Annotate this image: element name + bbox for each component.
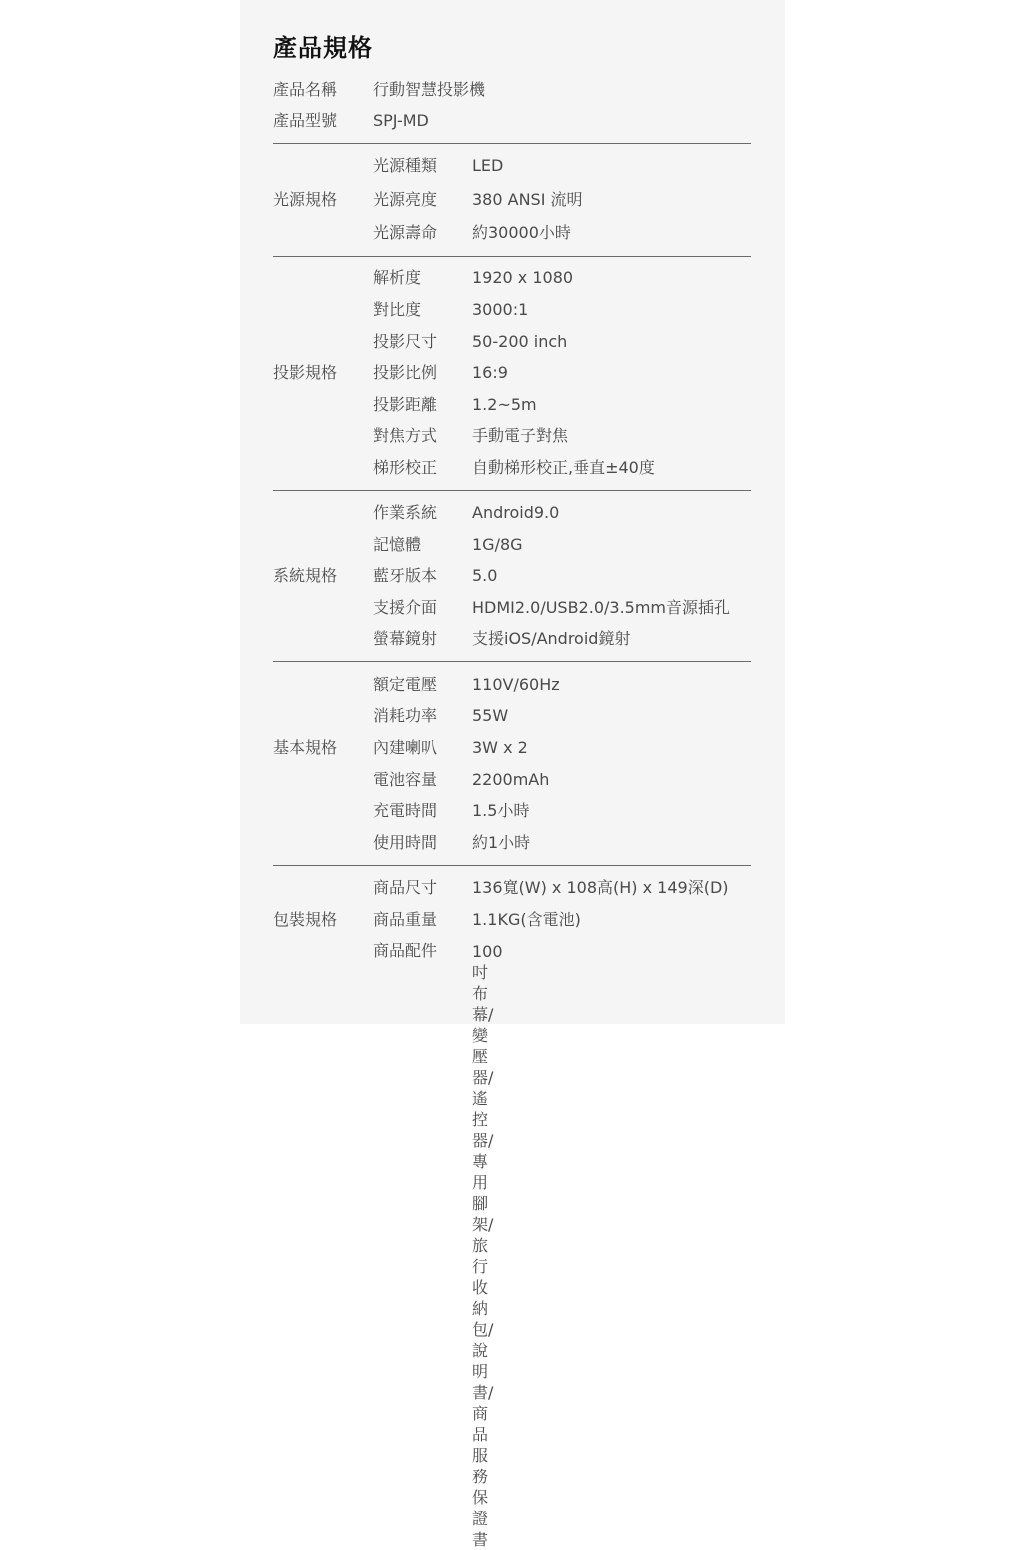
section-divider [273,143,751,144]
spec-value: 自動梯形校正,垂直±40度 [472,458,655,477]
spec-label: 支援介面 [373,598,438,617]
spec-label: 投影比例 [373,363,438,382]
spec-label: 商品重量 [373,910,438,929]
spec-label: 作業系統 [373,503,438,522]
group-title-projection: 投影規格 [273,363,338,382]
spec-label: 產品名稱 [273,80,338,99]
spec-value: HDMI2.0/USB2.0/3.5mm音源插孔 [472,598,731,617]
group-title-package: 包裝規格 [273,910,338,929]
spec-value: 5.0 [472,566,498,585]
spec-label: 充電時間 [373,801,438,820]
section-divider [273,256,751,257]
spec-value: 1.5小時 [472,801,530,820]
spec-value: SPJ-MD [373,111,429,130]
spec-label: 產品型號 [273,111,338,130]
spec-label: 投影尺寸 [373,332,438,351]
group-title-basic: 基本規格 [273,738,338,757]
spec-label: 光源種類 [373,156,438,175]
spec-value: 1.2~5m [472,395,537,414]
spec-label: 額定電壓 [373,675,438,694]
group-title-system: 系統規格 [273,566,338,585]
spec-value: 110V/60Hz [472,675,560,694]
spec-value: LED [472,156,504,175]
spec-value: 100吋布幕/變壓器/遙控器/ 專用腳架/旅行收納包/說明書/ 商品服務保證書 [472,942,503,1549]
spec-value: 1920 x 1080 [472,268,574,287]
spec-value: 約1小時 [472,833,531,852]
spec-label: 消耗功率 [373,706,438,725]
spec-label: 商品尺寸 [373,878,438,897]
spec-value: 1G/8G [472,535,523,554]
section-divider [273,661,751,662]
spec-value: 3W x 2 [472,738,528,757]
spec-value: 55W [472,706,509,725]
spec-label: 商品配件 [373,941,438,960]
spec-label: 投影距離 [373,395,438,414]
spec-value: 16:9 [472,363,508,382]
spec-label: 電池容量 [373,770,438,789]
spec-label: 藍牙版本 [373,566,438,585]
spec-label: 內建喇叭 [373,738,438,757]
spec-value: 行動智慧投影機 [373,80,486,99]
section-divider [273,490,751,491]
spec-label: 解析度 [373,268,422,287]
spec-label: 對比度 [373,300,422,319]
spec-label: 螢幕鏡射 [373,629,438,648]
spec-value: 1.1KG(含電池) [472,910,581,929]
spec-label: 光源亮度 [373,190,438,209]
section-divider [273,865,751,866]
spec-label: 使用時間 [373,833,438,852]
spec-value: 136寬(W) x 108高(H) x 149深(D) [472,878,729,897]
spec-value: 2200mAh [472,770,550,789]
spec-label: 梯形校正 [373,458,438,477]
spec-value: 約30000小時 [472,223,571,242]
spec-value: 手動電子對焦 [472,426,569,445]
spec-value: 支援iOS/Android鏡射 [472,629,631,648]
spec-label: 光源壽命 [373,223,438,242]
spec-label: 對焦方式 [373,426,438,445]
spec-label: 記憶體 [373,535,422,554]
spec-value: Android9.0 [472,503,560,522]
spec-value: 380 ANSI 流明 [472,190,583,209]
spec-value: 3000:1 [472,300,529,319]
group-title-light: 光源規格 [273,190,338,209]
page-title: 產品規格 [273,34,373,62]
spec-value: 50-200 inch [472,332,568,351]
